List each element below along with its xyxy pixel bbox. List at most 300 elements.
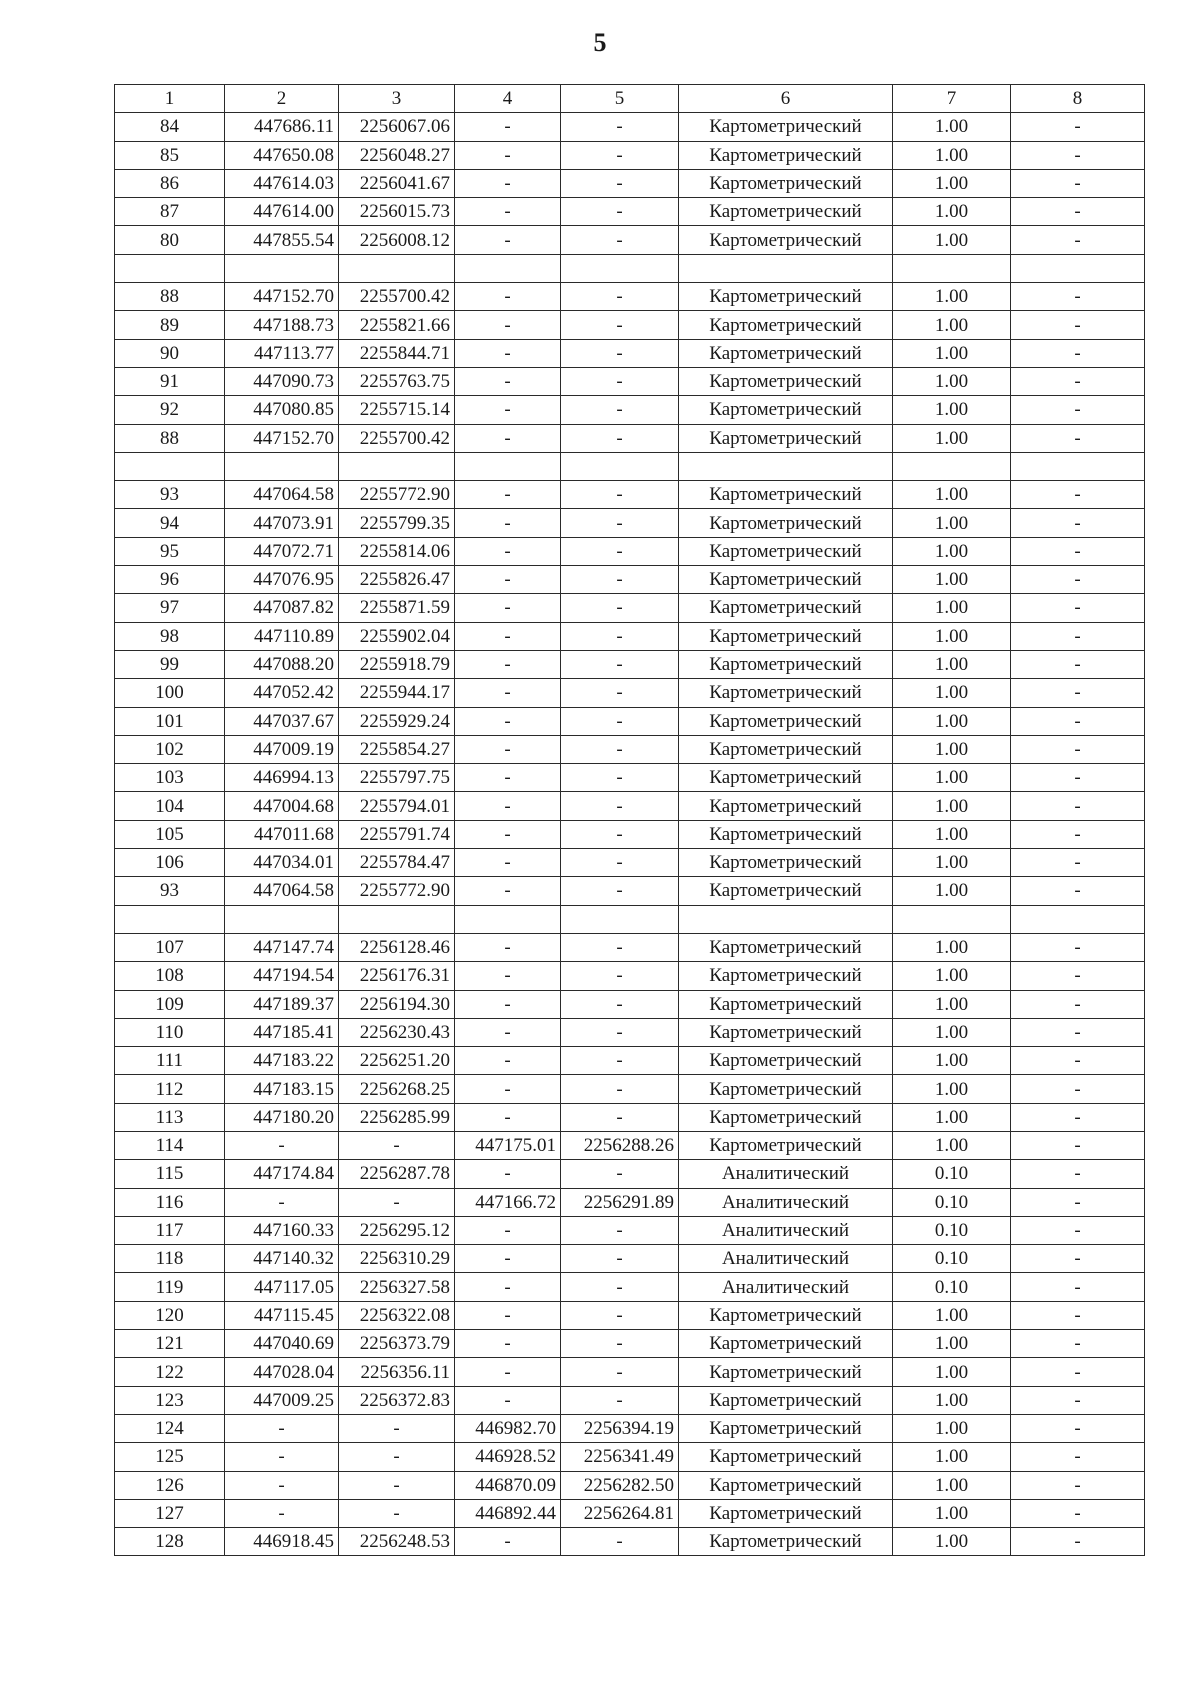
table-cell: 110	[115, 1018, 225, 1046]
table-cell: 2255826.47	[339, 566, 455, 594]
table-cell: 121	[115, 1330, 225, 1358]
table-cell: Аналитический	[679, 1216, 893, 1244]
table-cell: 2256287.78	[339, 1160, 455, 1188]
table-cell: -	[455, 962, 561, 990]
table-cell: 2255918.79	[339, 650, 455, 678]
table-cell: -	[1011, 1471, 1145, 1499]
table-cell: 2256288.26	[561, 1131, 679, 1159]
table-cell: 2255944.17	[339, 679, 455, 707]
column-header: 1	[115, 85, 225, 113]
table-cell: -	[455, 169, 561, 197]
table-cell: -	[455, 198, 561, 226]
table-cell: Картометрический	[679, 1103, 893, 1131]
table-cell: 105	[115, 820, 225, 848]
table-cell: 447650.08	[225, 141, 339, 169]
table-cell: -	[561, 962, 679, 990]
table-cell: 1.00	[893, 396, 1011, 424]
table-cell: 127	[115, 1499, 225, 1527]
table-cell: -	[455, 1245, 561, 1273]
table-cell: Картометрический	[679, 1358, 893, 1386]
table-cell: 1.00	[893, 1075, 1011, 1103]
table-cell: Картометрический	[679, 650, 893, 678]
table-cell: -	[561, 764, 679, 792]
table-cell	[115, 254, 225, 282]
table-cell: 1.00	[893, 1471, 1011, 1499]
table-cell	[561, 452, 679, 480]
table-cell: 447183.15	[225, 1075, 339, 1103]
table-cell: 1.00	[893, 339, 1011, 367]
table-row	[115, 1386, 1145, 1414]
table-cell: -	[455, 1018, 561, 1046]
table-cell: 88	[115, 424, 225, 452]
table-cell: -	[455, 481, 561, 509]
table-cell: 128	[115, 1528, 225, 1556]
table-cell: 119	[115, 1273, 225, 1301]
table-cell: 123	[115, 1386, 225, 1414]
table-cell: -	[561, 1386, 679, 1414]
table-cell: Картометрический	[679, 283, 893, 311]
table-cell: -	[339, 1188, 455, 1216]
table-row	[115, 283, 1145, 311]
table-row	[115, 735, 1145, 763]
table-cell: 114	[115, 1131, 225, 1159]
table-cell: -	[1011, 113, 1145, 141]
column-header: 7	[893, 85, 1011, 113]
table-cell: 109	[115, 990, 225, 1018]
table-cell: 447117.05	[225, 1273, 339, 1301]
table-cell: 1.00	[893, 707, 1011, 735]
table-cell	[225, 905, 339, 933]
table-cell: -	[455, 792, 561, 820]
table-cell: 2256176.31	[339, 962, 455, 990]
table-cell: 91	[115, 367, 225, 395]
table-row	[115, 1131, 1145, 1159]
table-cell	[225, 254, 339, 282]
table-row	[115, 1188, 1145, 1216]
table-cell: -	[1011, 141, 1145, 169]
table-cell: -	[561, 1301, 679, 1329]
table-cell: 447180.20	[225, 1103, 339, 1131]
table-cell: -	[561, 622, 679, 650]
table-cell: 447064.58	[225, 481, 339, 509]
table-cell: -	[1011, 962, 1145, 990]
table-cell: 2256248.53	[339, 1528, 455, 1556]
table-cell: -	[561, 1103, 679, 1131]
table-cell: 95	[115, 537, 225, 565]
table-cell: 2255700.42	[339, 283, 455, 311]
table-cell	[115, 452, 225, 480]
table-cell: 96	[115, 566, 225, 594]
table-cell: -	[225, 1414, 339, 1442]
table-cell: Картометрический	[679, 594, 893, 622]
table-cell: 122	[115, 1358, 225, 1386]
table-cell: Картометрический	[679, 820, 893, 848]
table-cell	[115, 905, 225, 933]
table-cell: -	[1011, 198, 1145, 226]
table-cell: 447185.41	[225, 1018, 339, 1046]
table-cell: -	[1011, 1160, 1145, 1188]
table-cell: -	[561, 537, 679, 565]
table-cell: Аналитический	[679, 1160, 893, 1188]
table-cell: 2256067.06	[339, 113, 455, 141]
table-cell: 447113.77	[225, 339, 339, 367]
table-cell: -	[561, 566, 679, 594]
table-cell: 2255854.27	[339, 735, 455, 763]
table-cell: Картометрический	[679, 1386, 893, 1414]
table-cell: Картометрический	[679, 622, 893, 650]
table-cell: Картометрический	[679, 1075, 893, 1103]
table-cell: -	[561, 226, 679, 254]
table-cell: -	[561, 650, 679, 678]
table-cell: -	[1011, 1018, 1145, 1046]
table-cell: -	[561, 849, 679, 877]
table-cell: 0.10	[893, 1188, 1011, 1216]
table-row	[115, 1358, 1145, 1386]
column-header: 2	[225, 85, 339, 113]
table-cell: 111	[115, 1047, 225, 1075]
table-cell: -	[1011, 566, 1145, 594]
table-cell: 447064.58	[225, 877, 339, 905]
table-cell: -	[1011, 877, 1145, 905]
table-cell: 124	[115, 1414, 225, 1442]
table-cell: Картометрический	[679, 679, 893, 707]
table-cell: Картометрический	[679, 566, 893, 594]
table-cell	[893, 452, 1011, 480]
table-cell: 1.00	[893, 764, 1011, 792]
table-cell: 113	[115, 1103, 225, 1131]
table-cell: Картометрический	[679, 198, 893, 226]
table-cell: 1.00	[893, 650, 1011, 678]
table-cell: 0.10	[893, 1216, 1011, 1244]
table-cell: 86	[115, 169, 225, 197]
table-row	[115, 1075, 1145, 1103]
table-cell: 2255929.24	[339, 707, 455, 735]
table-row	[115, 424, 1145, 452]
table-cell: 1.00	[893, 537, 1011, 565]
table-cell: 84	[115, 113, 225, 141]
table-cell: Картометрический	[679, 792, 893, 820]
table-cell: Картометрический	[679, 962, 893, 990]
table-cell: 2256194.30	[339, 990, 455, 1018]
table-cell: Картометрический	[679, 481, 893, 509]
table-cell: 98	[115, 622, 225, 650]
page-number: 5	[593, 28, 607, 57]
table-cell: -	[561, 283, 679, 311]
table-cell: -	[1011, 481, 1145, 509]
table-row	[115, 1528, 1145, 1556]
table-cell: -	[455, 650, 561, 678]
table-cell: -	[455, 1047, 561, 1075]
table-cell: Картометрический	[679, 1301, 893, 1329]
table-row	[115, 1216, 1145, 1244]
table-cell: 102	[115, 735, 225, 763]
table-cell: 447088.20	[225, 650, 339, 678]
table-cell: Картометрический	[679, 1471, 893, 1499]
table-cell: -	[225, 1499, 339, 1527]
table-cell: -	[561, 1273, 679, 1301]
table-cell: -	[455, 735, 561, 763]
table-cell: 1.00	[893, 679, 1011, 707]
table-cell: 446928.52	[455, 1443, 561, 1471]
table-cell: 107	[115, 933, 225, 961]
table-cell: -	[455, 537, 561, 565]
table-row	[115, 339, 1145, 367]
table-cell: -	[455, 764, 561, 792]
table-cell: -	[455, 1103, 561, 1131]
table-cell: 1.00	[893, 820, 1011, 848]
table-cell: Картометрический	[679, 877, 893, 905]
table-cell: 2256048.27	[339, 141, 455, 169]
table-cell	[893, 254, 1011, 282]
table-cell	[561, 905, 679, 933]
table-cell: 88	[115, 283, 225, 311]
table-cell: -	[339, 1443, 455, 1471]
table-cell: Картометрический	[679, 1528, 893, 1556]
table-cell: -	[1011, 1188, 1145, 1216]
table-cell: 99	[115, 650, 225, 678]
table-cell: 447040.69	[225, 1330, 339, 1358]
table-cell: 2256322.08	[339, 1301, 455, 1329]
table-cell: 2256041.67	[339, 169, 455, 197]
table-cell: -	[561, 707, 679, 735]
table-cell: -	[339, 1499, 455, 1527]
table-cell: -	[561, 141, 679, 169]
table-row	[115, 113, 1145, 141]
table-cell: 1.00	[893, 877, 1011, 905]
table-cell: 1.00	[893, 424, 1011, 452]
table-cell: 447004.68	[225, 792, 339, 820]
table-cell: 1.00	[893, 849, 1011, 877]
table-cell: -	[561, 1018, 679, 1046]
table-cell	[679, 254, 893, 282]
table-row	[115, 1018, 1145, 1046]
table-cell: 447009.25	[225, 1386, 339, 1414]
table-cell: -	[561, 1330, 679, 1358]
table-cell: 2256128.46	[339, 933, 455, 961]
table-cell: -	[455, 566, 561, 594]
column-header: 3	[339, 85, 455, 113]
table-cell: Аналитический	[679, 1245, 893, 1273]
table-cell: 2256251.20	[339, 1047, 455, 1075]
table-cell	[1011, 905, 1145, 933]
table-cell: Картометрический	[679, 141, 893, 169]
table-cell: 2255844.71	[339, 339, 455, 367]
table-cell: 2256285.99	[339, 1103, 455, 1131]
table-cell: 447034.01	[225, 849, 339, 877]
table-cell: Картометрический	[679, 1443, 893, 1471]
table-cell: 2256291.89	[561, 1188, 679, 1216]
table-separator-row	[115, 452, 1145, 480]
table-cell: -	[455, 226, 561, 254]
table-cell: 1.00	[893, 1018, 1011, 1046]
table-cell: -	[455, 849, 561, 877]
table-cell: 447090.73	[225, 367, 339, 395]
table-cell: 447080.85	[225, 396, 339, 424]
table-cell: -	[455, 1301, 561, 1329]
table-cell: 117	[115, 1216, 225, 1244]
table-cell: 2255814.06	[339, 537, 455, 565]
table-cell: 447073.91	[225, 509, 339, 537]
table-cell: 112	[115, 1075, 225, 1103]
table-cell: Картометрический	[679, 990, 893, 1018]
table-cell	[339, 254, 455, 282]
table-cell: Картометрический	[679, 367, 893, 395]
table-cell: 1.00	[893, 226, 1011, 254]
table-cell: -	[455, 113, 561, 141]
table-row	[115, 1047, 1145, 1075]
table-cell	[455, 905, 561, 933]
table-cell: 125	[115, 1443, 225, 1471]
table-cell: -	[225, 1471, 339, 1499]
table-cell: 2255772.90	[339, 877, 455, 905]
table-cell	[455, 452, 561, 480]
table-cell: Картометрический	[679, 311, 893, 339]
table-cell: -	[1011, 226, 1145, 254]
table-cell: 89	[115, 311, 225, 339]
table-cell: -	[455, 1528, 561, 1556]
table-cell: -	[339, 1131, 455, 1159]
table-cell: -	[455, 1358, 561, 1386]
table-cell: -	[1011, 1386, 1145, 1414]
table-cell: -	[225, 1443, 339, 1471]
table-cell: -	[1011, 1131, 1145, 1159]
table-row	[115, 509, 1145, 537]
table-cell: -	[455, 311, 561, 339]
table-cell: -	[1011, 1216, 1145, 1244]
table-cell: 2255821.66	[339, 311, 455, 339]
table-cell: 447189.37	[225, 990, 339, 1018]
table-cell: -	[455, 933, 561, 961]
table-cell: 1.00	[893, 1330, 1011, 1358]
table-cell: -	[1011, 1330, 1145, 1358]
table-cell: 1.00	[893, 566, 1011, 594]
table-cell: 1.00	[893, 113, 1011, 141]
table-cell: 446892.44	[455, 1499, 561, 1527]
table-row	[115, 1245, 1145, 1273]
table-cell: 1.00	[893, 1047, 1011, 1075]
table-cell: 2256268.25	[339, 1075, 455, 1103]
table-row	[115, 1471, 1145, 1499]
table-row	[115, 990, 1145, 1018]
table-cell: -	[455, 1075, 561, 1103]
table-cell: 2256394.19	[561, 1414, 679, 1442]
table-cell: -	[455, 877, 561, 905]
table-cell: -	[561, 877, 679, 905]
table-cell: 94	[115, 509, 225, 537]
table-cell: 2256310.29	[339, 1245, 455, 1273]
table-cell: -	[1011, 1075, 1145, 1103]
table-cell: 1.00	[893, 141, 1011, 169]
table-cell: -	[561, 1075, 679, 1103]
table-cell	[561, 254, 679, 282]
table-row	[115, 537, 1145, 565]
table-cell: 87	[115, 198, 225, 226]
table-row	[115, 594, 1145, 622]
table-cell: Картометрический	[679, 1414, 893, 1442]
table-cell: 447009.19	[225, 735, 339, 763]
table-cell: 1.00	[893, 1301, 1011, 1329]
table-cell: Картометрический	[679, 396, 893, 424]
table-cell: -	[1011, 594, 1145, 622]
table-cell: -	[561, 311, 679, 339]
table-cell: 126	[115, 1471, 225, 1499]
table-cell: 447147.74	[225, 933, 339, 961]
table-cell: 447037.67	[225, 707, 339, 735]
table-cell: -	[561, 1216, 679, 1244]
table-cell: 2255700.42	[339, 424, 455, 452]
table-row	[115, 141, 1145, 169]
table-cell: -	[561, 113, 679, 141]
table-cell: Картометрический	[679, 113, 893, 141]
table-row	[115, 849, 1145, 877]
table-cell	[225, 452, 339, 480]
table-cell: 446982.70	[455, 1414, 561, 1442]
coordinates-table	[114, 84, 1145, 1556]
table-cell: -	[455, 1160, 561, 1188]
table-cell: -	[1011, 169, 1145, 197]
table-cell: 447052.42	[225, 679, 339, 707]
table-cell: 2255799.35	[339, 509, 455, 537]
table-row	[115, 311, 1145, 339]
table-cell: -	[1011, 339, 1145, 367]
table-cell: -	[455, 509, 561, 537]
table-cell: 447166.72	[455, 1188, 561, 1216]
table-header-row	[115, 85, 1145, 113]
table-cell: 447152.70	[225, 424, 339, 452]
table-cell: 1.00	[893, 367, 1011, 395]
table-cell: -	[339, 1414, 455, 1442]
table-cell: -	[1011, 283, 1145, 311]
table-cell: -	[561, 679, 679, 707]
table-cell: 1.00	[893, 1443, 1011, 1471]
table-cell: -	[561, 198, 679, 226]
table-cell: 2256341.49	[561, 1443, 679, 1471]
table-cell: 93	[115, 481, 225, 509]
table-cell: -	[1011, 1301, 1145, 1329]
table-cell: 2255794.01	[339, 792, 455, 820]
table-cell: Картометрический	[679, 1131, 893, 1159]
column-header: 6	[679, 85, 893, 113]
table-cell: -	[1011, 424, 1145, 452]
table-cell: 90	[115, 339, 225, 367]
table-cell: 1.00	[893, 198, 1011, 226]
table-separator-row	[115, 254, 1145, 282]
table-cell: 97	[115, 594, 225, 622]
table-cell: 100	[115, 679, 225, 707]
table-cell: 447194.54	[225, 962, 339, 990]
table-cell: 2256373.79	[339, 1330, 455, 1358]
table-cell: -	[561, 820, 679, 848]
table-cell: -	[561, 1160, 679, 1188]
table-cell: Картометрический	[679, 1047, 893, 1075]
table-cell: 447087.82	[225, 594, 339, 622]
table-cell: -	[1011, 1443, 1145, 1471]
table-cell: 2255784.47	[339, 849, 455, 877]
table-cell: Картометрический	[679, 1499, 893, 1527]
table-cell: -	[455, 820, 561, 848]
table-cell: 2255902.04	[339, 622, 455, 650]
table-cell: 2256008.12	[339, 226, 455, 254]
table-row	[115, 650, 1145, 678]
table-cell: 93	[115, 877, 225, 905]
table-row	[115, 792, 1145, 820]
table-cell: 2256356.11	[339, 1358, 455, 1386]
table-cell: Картометрический	[679, 509, 893, 537]
table-cell: -	[455, 679, 561, 707]
table-cell: Картометрический	[679, 424, 893, 452]
table-cell: 1.00	[893, 622, 1011, 650]
table-cell: -	[225, 1131, 339, 1159]
